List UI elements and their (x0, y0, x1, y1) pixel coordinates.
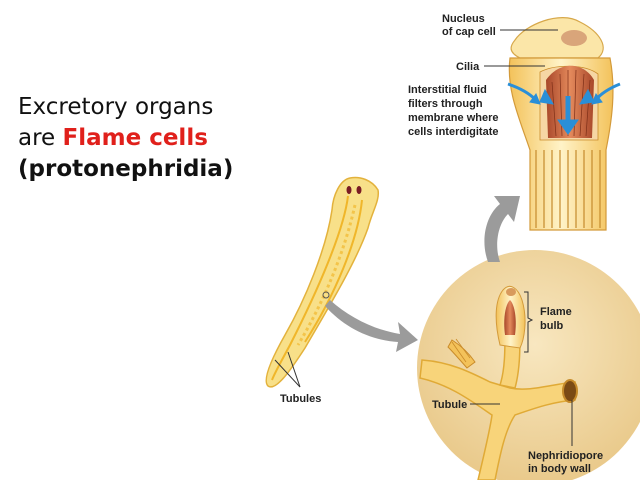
label-interstitial-3: membrane where (408, 112, 499, 124)
label-nucleus-2: of cap cell (442, 26, 496, 38)
label-nephridiopore-1: Nephridiopore (528, 450, 604, 462)
label-nephridiopore-2: in body wall (528, 463, 591, 475)
label-interstitial-1: Interstitial fluid (408, 84, 487, 96)
magnified-view (417, 250, 640, 480)
title-line-2-prefix: are (18, 125, 63, 151)
label-interstitial-2: filters through (408, 98, 483, 110)
label-flame: Flame (540, 306, 572, 318)
label-tubule: Tubule (432, 399, 468, 411)
label-cilia: Cilia (456, 61, 480, 73)
label-bulb: bulb (540, 320, 564, 332)
eyespot-left (347, 186, 352, 194)
label-tubules: Tubules (280, 393, 322, 405)
eyespot-right (357, 186, 362, 194)
flame-bulb (496, 286, 525, 348)
label-nucleus-1: Nucleus (442, 13, 485, 25)
enlarged-flame-cell (508, 18, 620, 230)
label-interstitial-4: cells interdigitate (408, 126, 499, 138)
planarian-body (266, 178, 378, 387)
title-line-3: (protonephridia) (18, 156, 234, 182)
zoom-arrow-1 (325, 300, 418, 352)
title-highlight: Flame cells (62, 125, 208, 151)
cap-nucleus (561, 30, 587, 46)
title-line-1: Excretory organs (18, 94, 214, 120)
nephridiopore (563, 380, 577, 402)
